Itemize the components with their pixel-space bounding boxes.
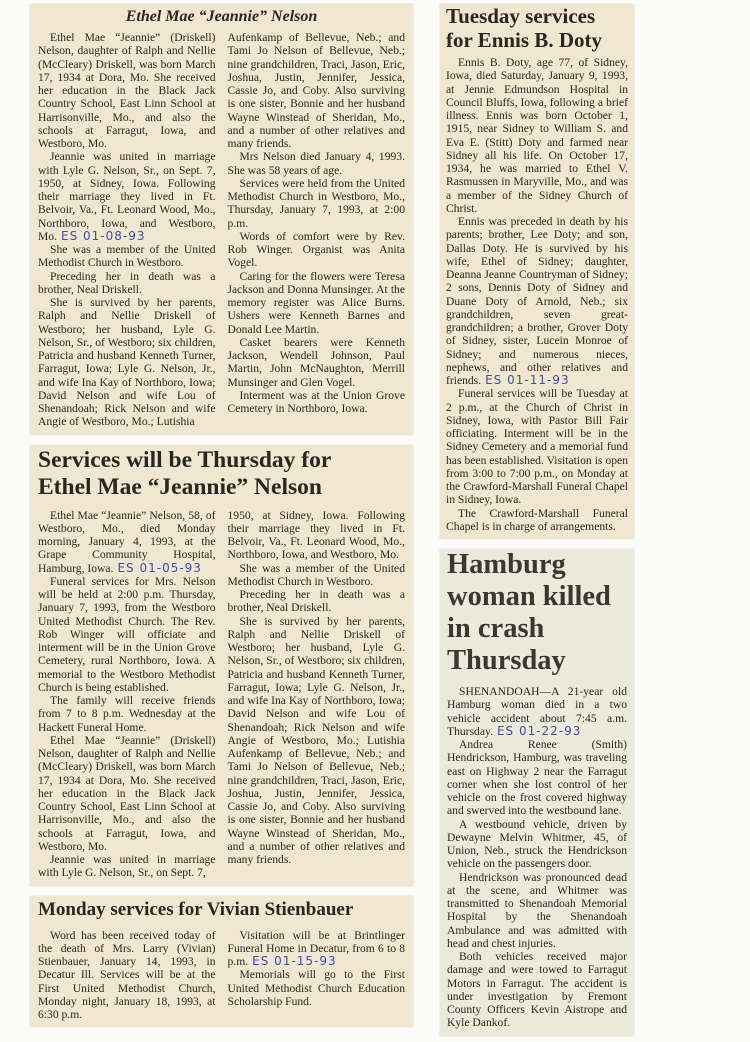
text-column (38, 31, 216, 429)
paragraph (38, 31, 216, 150)
clipping-headline (38, 899, 405, 921)
clipping-body (38, 509, 405, 880)
paragraph-text: Words of comfort were by Rev. Rob Winger. Organist was Anita Vogel. (227, 229, 405, 270)
paragraph-text: Mrs Nelson died January 4, 1993. She was 58 years of age. (227, 150, 405, 177)
paragraph-text: Andrea Renee (Smith) Hendrickson, Hamburg, was traveling east on Highway 2 near the Farragut corner when she lost control of her vehicle on the frost covered highway and swerved into the westbound lane. (447, 738, 627, 818)
paragraph-text: Ethel Mae “Jeannie” (Driskell) Nelson, daughter of Ralph and Nellie (McCleary) Driskell, was born March 17, 1934 at Dora, Mo. She received her education in the Black Jack Country School, East Linn School at Harrisonville, Mo., and also the schools at Farragut, Iowa, and Westboro, Mo. (38, 31, 216, 150)
handwritten-date-note: ES 01-11-93 (485, 373, 570, 387)
paragraph (38, 734, 216, 853)
paragraph (447, 950, 627, 1030)
clipping-headline (38, 447, 405, 501)
paragraph-text: Jeannie was united in marriage with Lyle G. Nelson, Sr., on Sept. 7, 1950, at Sidney, Iowa. Following their marriage they lived in Ft. Belvoir, Va., Ft. Leonard Wood, Mo., Northboro, Iowa, and Westboro, Mo. (38, 150, 216, 243)
paragraph-text: Ennis B. Doty, age 77, of Sidney, Iowa, died Saturday, January 9, 1993, at Jennie Edmundson Hospital in Council Bluffs, Iowa, following a brief illness. Ennis was born October 1, 1915, near Sidney to William S. and Eva E. (Stitt) Doty and farmed near Sidney all his life. On October 17, 1934, he was married to Ethel V. Rasmussen in Maryville, Mo., and was a member of the Sidney Church of Christ. (446, 56, 628, 215)
handwritten-date-note: ES 01-08-93 (61, 228, 146, 243)
clipping-headline (38, 8, 405, 26)
handwritten-date-note: ES 01-22-93 (496, 723, 582, 738)
headline-line: woman killed (447, 581, 611, 612)
paragraph (228, 929, 406, 969)
paragraph (228, 389, 406, 416)
left-clipping-column (30, 4, 413, 1027)
paragraph (228, 150, 406, 177)
paragraph-text: Funeral services for Mrs. Nelson will be held at 2:00 p.m. Thursday, January 7, 1993, from the Westboro United Methodist Church. The Rev. Rob Winger will officiate and interment will be in the Union Grove Cemetery, rural Northboro, Iowa. A memorial to the Westboro Methodist Church is being established. (38, 574, 216, 694)
paragraph (38, 296, 216, 429)
paragraph-text: Ethel Mae “Jeannie” (Driskell) Nelson, daughter of Ralph and Nellie (McCleary) Driskell, was born March 17, 1934 at Dora, Mo. She received her education in the Black Jack Country School, East Linn School at Harrisonville, Mo., and also the schools at Farragut, Iowa, and Westboro, Mo. (38, 733, 216, 853)
paragraph-text: Word has been received today of the death of Mrs. Larry (Vivian) Stienbauer, January 14, 1993, in Decatur Ill. Services will be at the First United Methodist Church, Monday night, January 18, 1993, at 6:30 p.m. (38, 928, 216, 1021)
paragraph-text: Interment was at the Union Grove Cemetery in Northboro, Iowa. (227, 388, 405, 415)
paragraph-text: She is survived by her parents, Ralph and Nellie Driskell of Westboro; her husband, Lyle G. Nelson, Sr., of Westboro; six children, Patricia and husband Kenneth Turner, Farragut, Iowa; Lyle G. Nelson, Jr., and wife Ina Kay of Northboro, Iowa; David Nelson and wife Lou of Shenandoah; Rick Nelson and wife Angie of Westboro, Mo.; Lutishia Aufenkamp of Bellevue, Neb.; and Tami Jo Nelson of Bellevue, Neb.; nine grandchildren, Traci, Jason, Eric, Joshua, Justin, Jennifer, Jessica, Cassie Jo, and Coby. Also surviving is one sister, Bonnie and her husband Wayne Winstead of Sheridan, Mo., and a number of other relatives and many friends. (227, 614, 405, 866)
handwritten-date-note: ES 01-15-93 (252, 954, 337, 968)
paragraph-text: Preceding her in death was a brother, Neal Driskell. (227, 588, 405, 615)
paragraph (38, 694, 216, 734)
paragraph (228, 615, 406, 867)
paragraph-text: Ethel Mae “Jeannie” Nelson, 58, of Westboro, Mo., died Monday morning, January 4, 1993, at the Grape Community Hospital, Hamburg, Iowa. (38, 508, 216, 575)
newspaper-clipping (440, 549, 634, 1036)
paragraph-text: She was a member of the United Methodist Church in Westboro. (38, 243, 216, 270)
paragraph-text: Hendrickson was pronounced dead at the scene, and Whitmer was transmitted to Shenandoah Memorial Hospital by the Shenandoah Ambulance and was admitted with head and chest injuries. (447, 870, 627, 950)
newspaper-clipping (30, 4, 413, 435)
paragraph-text: The Crawford-Marshall Funeral Chapel is in charge of arrangements. (446, 506, 628, 533)
clipping-body (38, 31, 405, 429)
paragraph (38, 575, 216, 694)
text-column (446, 56, 628, 533)
paragraph (228, 968, 406, 1008)
paragraph (446, 507, 628, 534)
text-column (447, 685, 627, 1030)
paragraph (228, 336, 406, 389)
text-column (228, 31, 406, 429)
paragraph (447, 818, 627, 871)
text-column (38, 509, 216, 880)
headline-line: Ethel Mae “Jeannie” Nelson (38, 473, 322, 500)
paragraph-text: Ennis was preceded in death by his parents; brother, Lee Doty; and son, Dallas Doty. He is survived by his wife, Ethel of Sidney; daughter, Deanna Jeanne Countryman of Sidney; 2 sons, Dennis Doty of Sidney and Duane Doty of Arnold, Neb.; six grandchildren, seven great-grandchildren; a brother, Grover Doty of Sidney, sister, Lucein Monroe of Sidney; and numerous nieces, nephews, and other relatives and friends. (446, 215, 628, 387)
paragraph-text: The family will receive friends from 7 to 8 p.m. Wednesday at the Hackett Funeral Home. (38, 694, 216, 734)
text-column (38, 929, 216, 1022)
paragraph (228, 270, 406, 336)
paragraph-text: A westbound vehicle, driven by Dewayne Melvin Whitmer, 45, of Union, Neb., struck the Hendrickson vehicle on the passengers door. (447, 817, 627, 871)
paragraph (38, 509, 216, 575)
headline-line: for Ennis B. Doty (446, 28, 602, 52)
headline-line: in crash (447, 613, 545, 644)
paragraph-text: Preceding her in death was a brother, Neal Driskell. (38, 269, 216, 296)
newspaper-clipping (440, 4, 634, 539)
paragraph (228, 177, 406, 230)
paragraph-text: Memorials will go to the First United Methodist Church Education Scholarship Fund. (227, 968, 405, 1008)
paragraph-text: Casket bearers were Kenneth Jackson, Wendell Johnson, Paul Martin, John McNaughton, Merrill Munsinger and Glen Vogel. (227, 335, 405, 389)
paragraph-text: Visitation will be at Brintlinger Funeral Home in Decatur, from 6 to 8 p.m. (227, 928, 405, 968)
headline-line: Thursday (447, 645, 566, 676)
paragraph (228, 588, 406, 615)
headline-line: Services will be Thursday for (38, 446, 332, 473)
headline-line: Hamburg (447, 549, 566, 580)
headline-line: Monday services for Vivian Stienbauer (38, 898, 354, 920)
clipping-headline (446, 4, 628, 52)
paragraph (38, 150, 216, 243)
paragraph-text: Jeannie was united in marriage with Lyle G. Nelson, Sr., on Sept. 7, (38, 853, 216, 880)
headline-line: Ethel Mae “Jeannie” Nelson (125, 8, 318, 25)
paragraph (447, 685, 627, 738)
paragraph-text: She was a member of the United Methodist Church in Westboro. (227, 561, 405, 588)
paragraph (38, 243, 216, 270)
newspaper-clipping (30, 445, 413, 886)
handwritten-date-note: ES 01-05-93 (117, 560, 202, 575)
paragraph (228, 562, 406, 589)
paragraph (38, 929, 216, 1022)
paragraph (447, 871, 627, 951)
paragraph (446, 56, 628, 215)
newspaper-clipping (30, 896, 413, 1028)
paragraph-text: Aufenkamp of Bellevue, Neb.; and Tami Jo Nelson of Bellevue, Neb.; nine grandchildren, Traci, Jason, Eric, Joshua, Justin, Jennifer, Jessica, Cassie Jo, and Coby. Also surviving is one sister, Bonnie and her husband Wayne Winstead of Sheridan, Mo., and a number of other relatives and many friends. (227, 31, 405, 150)
paragraph-text: Caring for the flowers were Teresa Jackson and Donna Munsinger. At the memory register was Alice Burns. Ushers were Kenneth Barnes and Donald Lee Martin. (227, 269, 405, 336)
right-clipping-column (440, 4, 634, 1036)
paragraph (228, 230, 406, 270)
paragraph (228, 31, 406, 150)
paragraph-text: SHENANDOAH—A 21-year old Hamburg woman died in a two vehicle accident about 7:45 a.m. Thursday. (447, 685, 627, 738)
paragraph-text: She is survived by her parents, Ralph and Nellie Driskell of Westboro; her husband, Lyle G. Nelson, Sr., of Westboro; six children, Patricia and husband Kenneth Turner, Farragut, Iowa; Lyle G. Nelson, Jr., and wife Ina Kay of Northboro, Iowa; David Nelson and wife Lou of Shenandoah; Rick Nelson and wife Angie of Westboro, Mo.; Lutishia (38, 296, 216, 429)
paragraph (228, 509, 406, 562)
paragraph (447, 738, 627, 818)
paragraph (446, 215, 628, 387)
paragraph (38, 853, 216, 880)
paragraph (446, 387, 628, 506)
paragraph-text: Both vehicles received major damage and were towed to Farragut Motors in Farragut. The accident is under investigation by Fremont County Officers Kevin Aistrope and Kyle Dankof. (447, 950, 627, 1030)
paragraph-text: 1950, at Sidney, Iowa. Following their marriage they lived in Ft. Belvoir, Va., Ft. Leonard Wood, Mo., Northboro, Iowa, and Westboro, Mo. (227, 508, 405, 562)
paragraph-text: Services were held from the United Methodist Church in Westboro, Mo., Thursday, January 7, 1993, at 2:00 p.m. (227, 176, 405, 230)
clipping-body (38, 929, 405, 1022)
text-column (228, 929, 406, 1022)
headline-line: Tuesday services (446, 4, 596, 28)
paragraph-text: Funeral services will be Tuesday at 2 p.m., at the Church of Christ in Sidney, Iowa, with Pastor Bill Fair officiating. Interment will be in the Sidney Cemetery and a memorial fund has been established. Visitation is open from 3:00 to 7:00 p.m., on Monday at the Crawford-Marshall Funeral Chapel in Sidney, Iowa. (446, 387, 628, 507)
clipping-body (446, 56, 628, 533)
paragraph (38, 270, 216, 297)
clipping-body (447, 685, 627, 1030)
text-column (228, 509, 406, 880)
clipping-headline (447, 549, 627, 677)
